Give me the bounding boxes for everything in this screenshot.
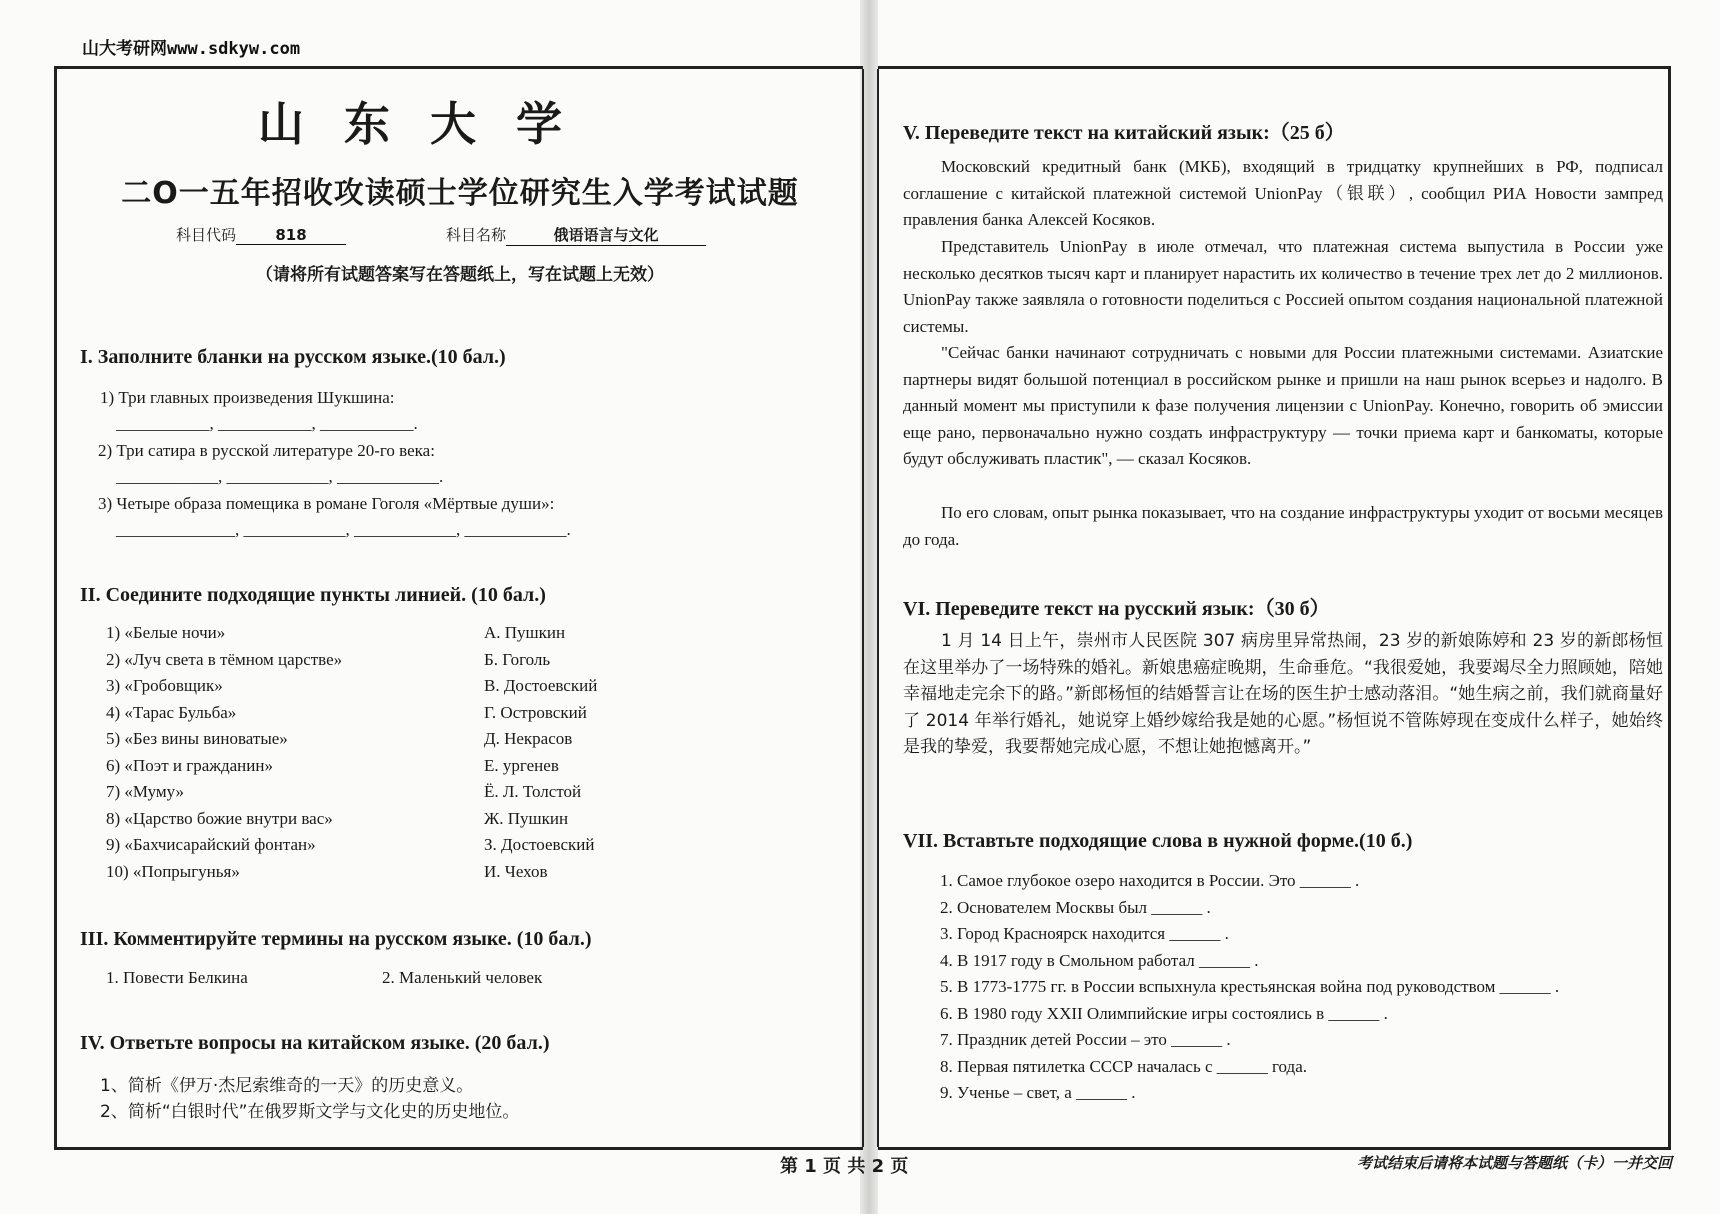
- subject-code-label: 科目代码: [176, 226, 237, 244]
- section-7-heading: VII. Вставтьте подходящие слова в нужной форме.(10 б.): [903, 830, 1413, 852]
- section-3-heading: III. Комментируйте термины на русском языке. (10 бал.): [80, 928, 592, 950]
- list-item: А. Пушкин: [484, 623, 566, 642]
- list-item: Г. Островский: [484, 702, 587, 722]
- university-title: 山东大学: [258, 97, 602, 151]
- paragraph-text: "Сейчас банки начинают сотрудничать с новыми для России платежными системами. Азиатские партнеры видят большой потенциал в российском рынке и пришли на наш рынок всерьез и надолго. В данный момент мы приступили к фазе получения лицензии с UnionPay. Конечно, говорить об эмиссии еще рано, первоначально нужно создать инфраструктуру — точки приема карт и банкоматы, которые будут обслуживать пластик", — сказал Косяков.: [903, 343, 1663, 468]
- section-4-q2: 2、简析“白银时代”在俄罗斯文学与文化史的历史地位。: [100, 1102, 520, 1122]
- list-item: 4. В 1917 году в Смольном работал ______ .: [940, 950, 1259, 970]
- paragraph-text: Представитель UnionPay в июле отмечал, что платежная система выпустила в России уже несколько десятков тысяч карт и планирует нарастить их количество в течение трех лет до 2 миллионов. UnionPay также заявляла о готовности поделиться с Россией опытом создания национальной платежной системы.: [903, 237, 1663, 336]
- section-5-paragraph-4: [903, 500, 1663, 553]
- list-item: 10) «Попрыгунья»: [106, 861, 240, 881]
- subject-name-row: [446, 224, 706, 246]
- section-3-term-1: 1. Повести Белкина: [106, 968, 248, 987]
- list-item: Е. ургенев: [484, 755, 559, 775]
- list-item: 5) «Без вины виноватые»: [106, 729, 288, 748]
- section-1-q3-blanks: ______________, ____________, ____________, ____________.: [116, 520, 571, 539]
- list-item: 6) «Поэт и гражданин»: [106, 755, 273, 775]
- section-2-right-column: [484, 620, 597, 885]
- list-item: Ё. Л. Толстой: [484, 782, 582, 801]
- list-item: 3) «Гробовщик»: [106, 676, 223, 695]
- section-7-list: [940, 868, 1665, 1107]
- section-4-heading: IV. Ответьте вопросы на китайском языке. (20 бал.): [80, 1032, 550, 1054]
- list-item: 8) «Царство божие внутри вас»: [106, 808, 333, 828]
- list-item: 6. В 1980 году XXII Олимпийские игры состоялись в ______ .: [940, 1003, 1388, 1023]
- list-item: 9. Ученье – свет, а ______ .: [940, 1083, 1136, 1102]
- list-item: 7. Праздник детей России – это ______ .: [940, 1030, 1231, 1049]
- section-5-heading: V. Переведите текст на китайский язык:（25 б）: [903, 122, 1345, 144]
- list-item: 1) «Белые ночи»: [106, 623, 226, 642]
- section-3-term-2: 2. Маленький человек: [382, 968, 543, 987]
- section-2-left-column: [106, 620, 342, 885]
- page-number: 第 1 页 共 2 页: [780, 1156, 909, 1177]
- list-item: Д. Некрасов: [484, 729, 573, 748]
- section-5-paragraph-3: [903, 340, 1663, 473]
- list-item: 4) «Тарас Бульба»: [106, 702, 237, 722]
- list-item: З. Достоевский: [484, 835, 595, 854]
- list-item: 3. Город Красноярск находится ______ .: [940, 924, 1229, 943]
- list-item: 5. В 1773-1775 гг. в России вспыхнула крестьянская война под руководством ______ .: [940, 977, 1560, 996]
- list-item: Б. Гоголь: [484, 649, 551, 669]
- list-item: 7) «Муму»: [106, 782, 185, 801]
- section-4-q1: 1、简析《伊万·杰尼索维奇的一天》的历史意义。: [100, 1076, 474, 1096]
- instruction-note: （请将所有试题答案写在答题纸上，写在试题上无效）: [256, 265, 664, 285]
- section-5-paragraph-2: [903, 234, 1663, 340]
- list-item: И. Чехов: [484, 861, 548, 881]
- list-item: 2) «Луч света в тёмном царстве»: [106, 649, 343, 669]
- list-item: 2. Основателем Москвы был ______ .: [940, 897, 1211, 917]
- list-item: 8. Первая пятилетка СССР началась с ______ года.: [940, 1056, 1307, 1076]
- section-5-paragraph-1: [903, 154, 1663, 234]
- section-2-heading: II. Соедините подходящие пункты линией. (10 бал.): [80, 584, 546, 606]
- section-1-heading: I. Заполните бланки на русском языке.(10 бал.): [80, 346, 506, 368]
- subject-code-value: 818: [236, 226, 346, 245]
- section-1-q1-blanks: ___________, ___________, ___________.: [116, 414, 418, 433]
- section-1-q1: 1) Три главных произведения Шукшина:: [100, 388, 395, 407]
- subject-name-label: 科目名称: [446, 226, 507, 244]
- exam-title: 二O一五年招收攻读硕士学位研究生入学考试试题: [121, 176, 799, 211]
- list-item: 9) «Бахчисарайский фонтан»: [106, 835, 316, 854]
- list-item: 1. Самое глубокое озеро находится в России. Это ______ .: [940, 871, 1360, 890]
- footer-note: 考试结束后请将本试题与答题纸（卡）一并交回: [1356, 1154, 1672, 1172]
- subject-code-row: [176, 224, 346, 245]
- section-1-q2: 2) Три сатира в русской литературе 20-го века:: [98, 441, 435, 460]
- section-1-q2-blanks: ____________, ____________, ____________.: [116, 467, 444, 486]
- paragraph-text: Московский кредитный банк (МКБ), входящий в тридцатку крупнейших в РФ, подписал соглашение с китайской платежной системой UnionPay（银联）, сообщил РИА Новости зампред правления банка Алексей Косяков.: [903, 157, 1663, 229]
- subject-name-value: 俄语语言与文化: [506, 224, 706, 246]
- paragraph-text: По его словам, опыт рынка показывает, что на создание инфраструктуры уходит от восьми месяцев до года.: [903, 503, 1663, 549]
- section-6-paragraph: [903, 628, 1663, 761]
- paragraph-text: 1 月 14 日上午，崇州市人民医院 307 病房里异常热闹，23 岁的新娘陈婷和 23 岁的新郎杨恒在这里举办了一场特殊的婚礼。新娘患癌症晚期，生命垂危。“我很爱她，我要竭尽全力照顾她，陪她幸福地走完余下的路。”新郎杨恒的结婚誓言让在场的医生护士感动落泪。“她生病之前，我们就商量好了 2014 年举行婚礼，她说穿上婚纱嫁给我是她的心愿。”杨恒说不管陈婷现在变成什么样子，她始终是我的挚爱，我要帮她完成心愿，不想让她抱憾离开。”: [903, 631, 1663, 757]
- watermark: 山大考研网www.sdkyw.com: [82, 39, 301, 59]
- section-6-heading: VI. Переведите текст на русский язык:（30 б）: [903, 598, 1330, 620]
- list-item: Ж. Пушкин: [484, 808, 569, 828]
- section-1-q3: 3) Четыре образа помещика в романе Гоголя «Мёртвые души»:: [98, 494, 555, 513]
- list-item: В. Достоевский: [484, 676, 598, 695]
